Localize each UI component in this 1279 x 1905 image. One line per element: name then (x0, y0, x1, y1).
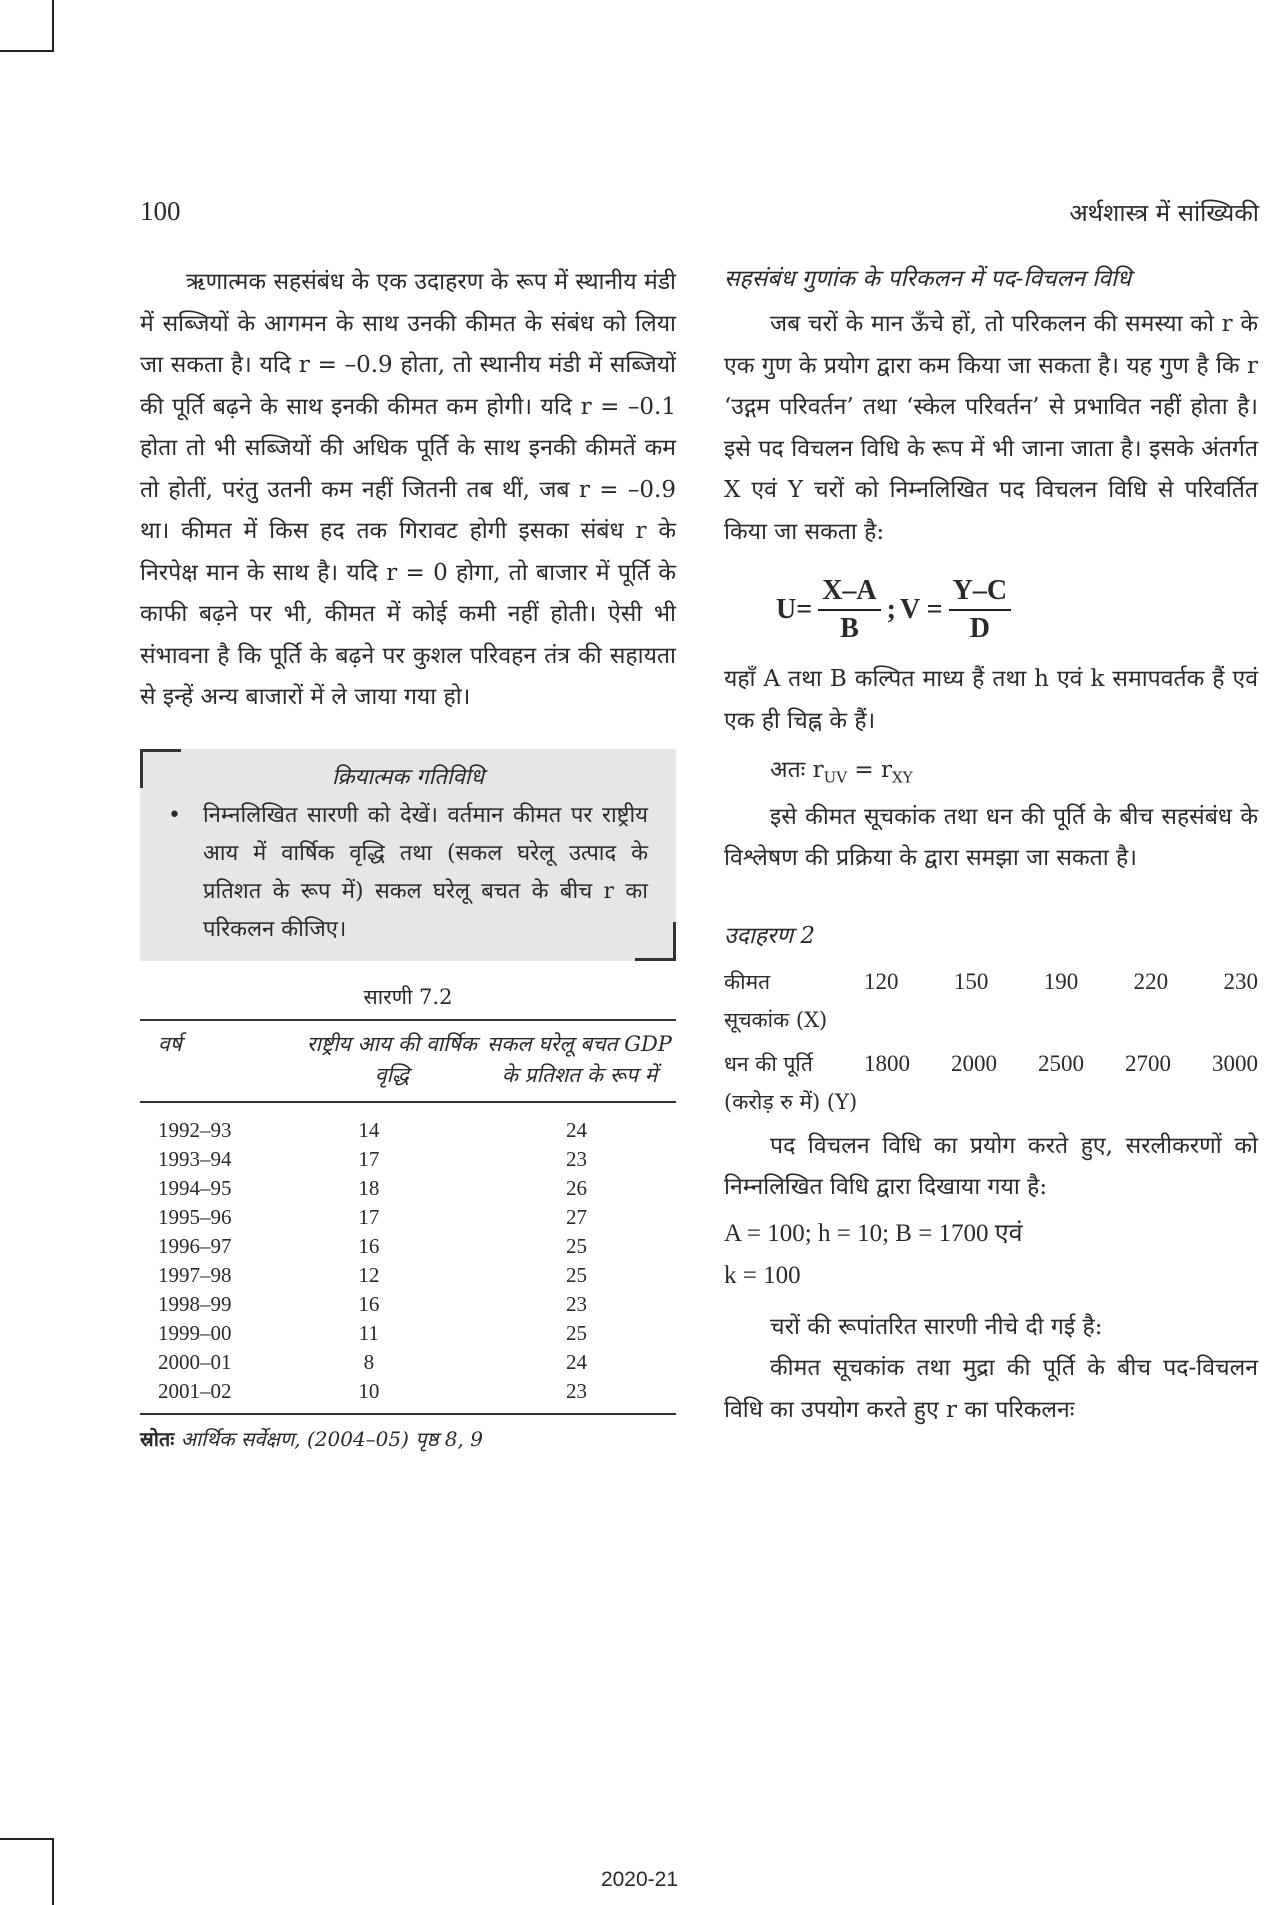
table-row (140, 1232, 676, 1261)
cell-growth: 12 (358, 1262, 380, 1287)
table-row (140, 1290, 676, 1319)
cell-year: 1997–98 (158, 1262, 232, 1287)
transformed-table-note: चरों की रूपांतरित सारणी नीचे दी गई है: (770, 1313, 1103, 1340)
bullet-point: • (168, 802, 181, 828)
example-row-price (724, 962, 1258, 1002)
table-row (140, 1319, 676, 1348)
cell-year: 1996–97 (158, 1233, 232, 1258)
example-value: 190 (1043, 968, 1079, 994)
formula-separator: ; (886, 594, 896, 625)
cell-growth: 17 (358, 1146, 380, 1171)
formula-u-lhs: U= (776, 594, 813, 625)
footer-year: 2020-21 (600, 1868, 679, 1891)
step-deviation-intro: जब चरों के मान ऊँचे हों, तो परिकलन की समस्या को r के एक गुण के प्रयोग द्वारा कम किया जा सकता है। यह गुण है कि r ‘उद्गम परिवर्तन’ तथा ‘स्केल परिवर्तन’ से प्रभावित नहीं होता है। इसे पद विचलन विधि के रूप में भी जाना जाता है। इसके अंतर्गत X एवं Y चरों को निम्नलिखित पद विचलन विधि से परिवर्तित किया जा सकता है: (724, 311, 1258, 545)
fraction-u (818, 575, 880, 645)
cell-saving: 26 (566, 1175, 588, 1200)
table-row (140, 1377, 676, 1414)
transformation-formula (774, 575, 1258, 645)
cell-saving: 25 (566, 1262, 588, 1287)
header-gross-domestic-saving: सकल घरेलू बचत GDP के प्रतिशत के रूप में (487, 1031, 672, 1087)
fraction-u-denominator: B (840, 613, 859, 644)
example-row-values (864, 1044, 1258, 1084)
example-value: 1800 (864, 1050, 910, 1076)
table-row (140, 1348, 676, 1377)
cell-year: 1992–93 (158, 1117, 232, 1142)
data-table (140, 1019, 676, 1415)
example-value: 2500 (1038, 1050, 1084, 1076)
result-prefix: अतः r (770, 757, 824, 783)
assumed-values-eq1: A = 100; h = 10; B = 1700 एवं (724, 1219, 1023, 1247)
example-value: 2000 (951, 1050, 997, 1076)
table-row (140, 1174, 676, 1203)
crop-mark-top-left (0, 0, 54, 52)
table-row (140, 1102, 676, 1145)
cell-saving: 24 (566, 1117, 588, 1142)
example-row-sublabel: (करोड़ रु में) (Y) (724, 1089, 858, 1114)
example-value: 220 (1133, 968, 1169, 994)
negative-correlation-paragraph: ऋणात्मक सहसंबंध के एक उदाहरण के रूप में स्थानीय मंडी में सब्जियों के आगमन के साथ उनकी कीमत के संबंध को लिया जा सकता है। यदि r = –0.9 होता, तो स्थानीय मंडी में सब्जियों की पूर्ति बढ़ने के साथ इनकी कीमत कम होगी। यदि r = –0.1 होता तो भी सब्जियों की अधिक पूर्ति के साथ इनकी कीमतें कम तो होतीं, परंतु उतनी कम नहीं जितनी तब थीं, जब r = –0.9 था। कीमत में किस हद तक गिरावट होगी इसका संबंध r के निरपेक्ष मान के साथ है। यदि r = 0 होगा, तो बाजार में पूर्ति के काफी बढ़ने पर भी, कीमत में कोई कमी नहीं होती। ऐसी भी संभावना है कि पूर्ति के बढ़ने पर कुशल परिवहन तंत्र की सहायता से इन्हें अन्य बाजारों में ले जाया गया हो। (140, 269, 676, 710)
example-row-sublabel: सूचकांक (X) (724, 1007, 828, 1032)
table-source (140, 1425, 676, 1452)
section-heading: सहसंबंध गुणांक के परिकलन में पद-विचलन विधि (724, 266, 1132, 292)
cell-growth: 16 (358, 1291, 380, 1316)
header-year: वर्ष (158, 1031, 182, 1056)
cell-year: 1999–00 (158, 1320, 232, 1345)
assumed-values-line (724, 1213, 1258, 1297)
activity-text: निम्नलिखित सारणी को देखें। वर्तमान कीमत पर राष्ट्रीय आय में वार्षिक वृद्धि तथा (सकल घरेलू उत्पाद के प्रतिशत के रूप में) सकल घरेलू बचत के बीच r का परिकलन कीजिए। (202, 802, 648, 942)
cell-saving: 25 (566, 1233, 588, 1258)
cell-growth: 11 (358, 1320, 380, 1345)
cell-saving: 23 (566, 1146, 588, 1171)
cell-year: 1993–94 (158, 1146, 232, 1171)
example-heading: उदाहरण 2 (724, 922, 815, 949)
result-equation (770, 752, 1258, 787)
cell-saving: 23 (566, 1291, 588, 1316)
table-row (140, 1261, 676, 1290)
formula-v-lhs: V = (899, 594, 943, 625)
explanation-paragraph: इसे कीमत सूचकांक तथा धन की पूर्ति के बीच सहसंबंध के विश्लेषण की प्रक्रिया के द्वारा समझा जा सकता है। (724, 803, 1258, 872)
cell-year: 1998–99 (158, 1291, 232, 1316)
activity-box (140, 749, 676, 961)
simplification-paragraph: पद विचलन विधि का प्रयोग करते हुए, सरलीकरणों को निम्नलिखित विधि द्वारा दिखाया गया है: (724, 1132, 1258, 1201)
calculation-intro: कीमत सूचकांक तथा मुद्रा की पूर्ति के बीच पद-विचलन विधि का उपयोग करते हुए r का परिकलनः (724, 1355, 1258, 1423)
source-label: स्रोतः (140, 1426, 175, 1451)
cell-growth: 16 (358, 1233, 380, 1258)
result-mid: = r (847, 757, 893, 783)
header-national-income-growth: राष्ट्रीय आय की वार्षिक वृद्धि (306, 1031, 477, 1087)
left-column (140, 262, 676, 1452)
cell-year: 2000–01 (158, 1349, 232, 1374)
fraction-v-denominator: D (969, 613, 990, 644)
cell-year: 1995–96 (158, 1204, 232, 1229)
fraction-v-numerator: Y–C (949, 575, 1011, 611)
table-caption: सारणी 7.2 (363, 984, 453, 1009)
fraction-v (949, 575, 1011, 645)
cell-year: 2001–02 (140, 1377, 301, 1414)
example-row-label: कीमत (724, 969, 771, 994)
example-value: 2700 (1125, 1050, 1171, 1076)
example-row-values (864, 962, 1258, 1002)
table-row (140, 1203, 676, 1232)
cell-year: 1994–95 (158, 1175, 232, 1200)
book-title: अर्थशास्त्र में सांख्यिकी (1069, 199, 1259, 227)
example-row-money-supply (724, 1044, 1258, 1084)
cell-growth: 14 (358, 1117, 380, 1142)
right-column (724, 262, 1258, 1431)
cell-saving: 24 (566, 1349, 588, 1374)
example-value: 120 (864, 968, 899, 994)
cell-growth: 17 (358, 1204, 380, 1229)
example-row-label: धन की पूर्ति (724, 1051, 813, 1076)
assumed-values-eq2: k = 100 (724, 1261, 801, 1289)
cell-saving: 27 (566, 1204, 588, 1229)
example-value: 150 (953, 968, 989, 994)
assumed-mean-paragraph: यहाँ A तथा B कल्पित माध्य हैं तथा h एवं k समापवर्तक हैं एवं एक ही चिह्न के हैं। (724, 666, 1258, 734)
result-sub-uv: UV (823, 768, 848, 787)
source-text: आर्थिक सर्वेक्षण, (2004–05) पृष्ठ 8, 9 (180, 1426, 483, 1451)
cell-growth: 8 (363, 1349, 375, 1374)
table-row (140, 1145, 676, 1174)
page-number: 100 (140, 196, 181, 226)
example-value: 3000 (1212, 1050, 1258, 1076)
fraction-u-numerator: X–A (818, 575, 880, 611)
activity-title: क्रियात्मक गतिविधि (331, 764, 485, 790)
example-value: 230 (1223, 968, 1258, 994)
result-sub-xy: XY (892, 768, 913, 787)
cell-saving: 23 (483, 1377, 676, 1414)
cell-growth: 10 (301, 1377, 483, 1414)
cell-saving: 25 (566, 1320, 588, 1345)
activity-body (168, 797, 648, 949)
cell-growth: 18 (358, 1175, 380, 1200)
table-header-row (140, 1020, 676, 1102)
